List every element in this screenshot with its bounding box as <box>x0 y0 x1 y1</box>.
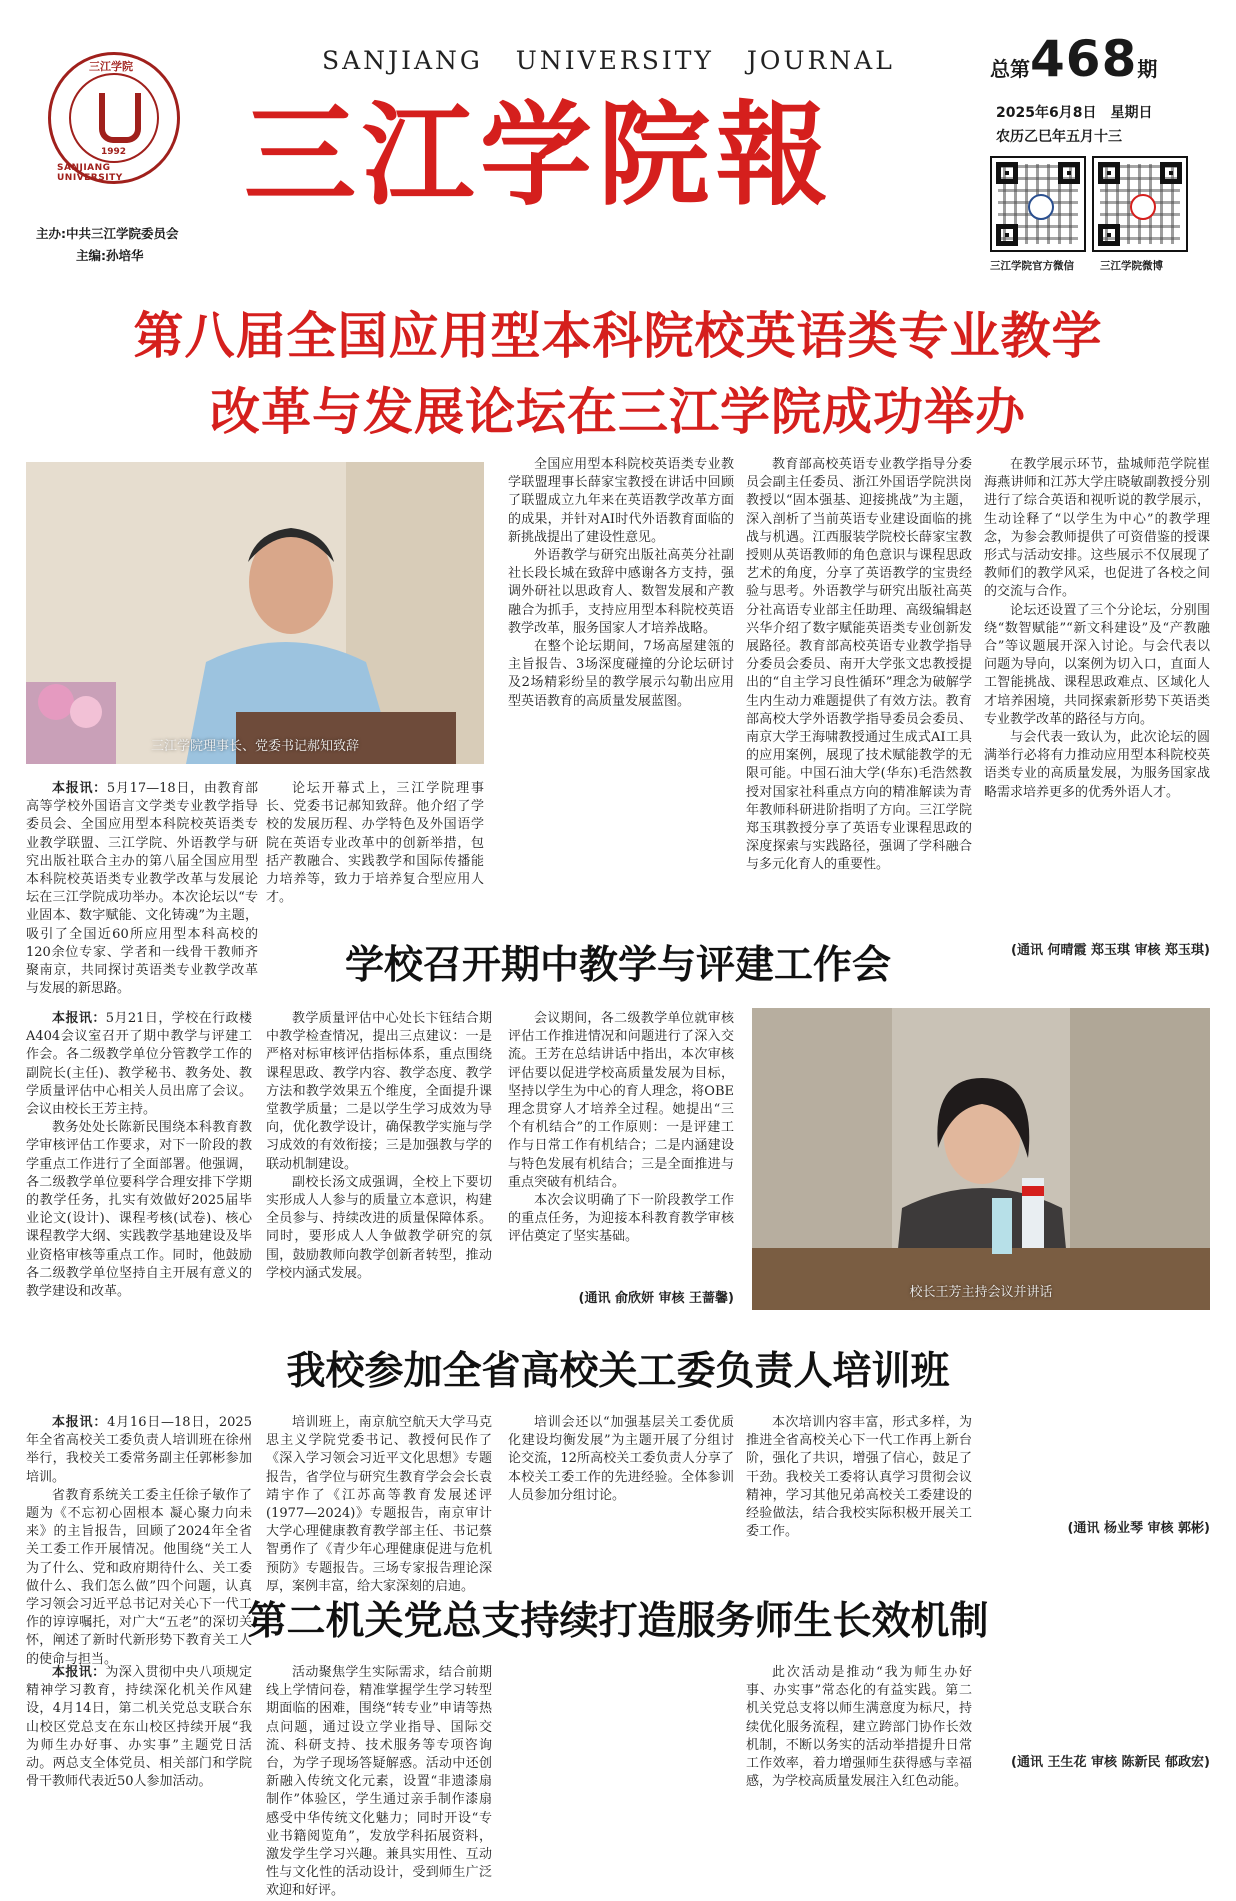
article-4-col-1 <box>26 1664 252 1790</box>
headline-1-line2: 改革与发展论坛在三江学院成功举办 <box>210 383 1026 441</box>
weibo-qr-caption: 三江学院微博 <box>1100 260 1163 272</box>
article-1-col-3 <box>508 456 734 964</box>
wechat-qr-code <box>990 156 1086 252</box>
article-1-p8: 论坛还设置了三个分论坛，分别围绕“数智赋能”“新文科建设”及“产教融合”等议题展开深入讨论。与会代表以问题为导向，以案例为切入口，直面人工智能挑战、课程思政难点、区域化人才培养困境，共同探索新形势下英语类专业教学改革的路径与方向。 <box>984 602 1210 727</box>
article-4-p3: 此次活动是推动“我为师生办好事、办实事”常态化的有益实践。第二机关党总支将以师生满意度为标尺，持续优化服务流程，建立跨部门协作长效机制，不断以务实的活动举措提升日常工作效率，着力增强师生获得感与幸福感，为学校高质量发展注入红色动能。 <box>746 1665 972 1790</box>
article-2-col-2 <box>266 1010 492 1310</box>
article-3-lead: 本报讯： <box>52 1415 108 1430</box>
photo-2-caption: 校长王芳主持会议并讲话 <box>909 1285 1053 1300</box>
english-title: SANJIANG UNIVERSITY JOURNAL <box>322 46 895 75</box>
photo-president <box>752 1008 1210 1310</box>
issue-prefix: 总第 <box>990 57 1030 81</box>
article-1-p6: 教育部高校英语专业教学指导分委员会副主任委员、浙江外国语学院洪岗教授以“固本强基、迎接挑战”为主题，深入剖析了当前英语专业建设面临的挑战与机遇。江西服装学院校长薛家宝教授则从英语教师的角色意识与课程思政艺术的角度，分享了英语教学的宝贵经验与思考。外语教学与研究出版社高英分社高语专业部主任助理、高级编辑赵兴华介绍了数字赋能英语类专业创新发展路径。教育部高校英语专业教学指导分委员会委员、南开大学张文忠教授提出的“自主学习良性循环”理念为破解学生内生动力难题提供了有效方法。教育部高校大学外语教学指导委员会委员、南京大学王海啸教授通过生成式AI工具的应用案例，展现了技术赋能教学的无限可能。中国石油大学(华东)毛浩然教授对国家社科重点方向的精准解读为青年教师科研进阶指明了方向。三江学院郑玉琪教授分享了英语专业课程思政的深度探索与实践路径，强调了学科融合与多元化育人的重要性。 <box>746 457 972 873</box>
article-2-p3: 教学质量评估中心处长卞钰结合期中教学检查情况，提出三点建议：一是严格对标审核评估指标体系，重点围绕课程思政、教学内容、教学态度、教学方法和教学效果五个维度，全面提升课堂教学质量；二是以学生学习成效为导向，优化教学设计，确保教学实施与学习成效的有效衔接；三是加强教与学的联动机制建设。 <box>266 1011 492 1172</box>
article-1-credit: (通讯 何晴霞 郑玉琪 审核 郑玉琪) <box>1011 943 1210 958</box>
article-4-col-3 <box>508 1664 734 1774</box>
headline-1-line1: 第八届全国应用型本科院校英语类专业教学 <box>133 307 1103 365</box>
article-2-credit: (通讯 俞欣妍 审核 王蔷馨) <box>578 1291 734 1306</box>
article-2-credit-box <box>508 1290 734 1310</box>
article-3-credit: (通讯 杨业琴 审核 郭彬) <box>1067 1521 1210 1536</box>
newspaper-title: 三江学院報 <box>244 90 834 221</box>
article-1-p3: 全国应用型本科院校英语类专业教学联盟理事长薛家宝教授在讲话中回顾了联盟成立九年来在英语教学改革方面的成果，并针对AI时代外语教育面临的新挑战提出了建设性意见。 <box>508 457 734 545</box>
article-1-col-5 <box>984 456 1210 940</box>
article-2-lead: 本报讯： <box>52 1011 106 1026</box>
article-2-p5: 会议期间，各二级教学单位就审核评估工作推进情况和问题进行了深入交流。王芳在总结讲话中指出，本次审核评估要以促进学校高质量发展为目标，坚持以学生为中心的育人理念，将OBE理念贯穿人才培养全过程。她提出“三个有机结合”的工作原则：一是评建工作与日常工作有机结合；二是内涵建设与特色发展有机结合；三是全面推进与重点突破有机结合。 <box>508 1011 734 1190</box>
speaker-figure <box>26 462 484 764</box>
article-3-col-2 <box>266 1414 492 1594</box>
article-1-p1: 5月17—18日，由教育部高等学校外国语言文学类专业教学指导委员会、全国应用型本科院校英语类专业教学联盟、三江学院、外语教学与研究出版社联合主办的第八届全国应用型本科院校英语类专业教学改革与发展论坛在三江学院成功举办。本次论坛以“专业固本、数字赋能、文化铸魂”为主题，吸引了全国近60所应用型本科高校的120余位专家、学者和一线骨干教师齐聚南京，共同探讨英语类专业教学改革与发展的新思路。 <box>26 781 258 997</box>
article-4-col-4 <box>746 1664 972 1790</box>
weibo-qr-code <box>1092 156 1188 252</box>
article-1-p9: 与会代表一致认为，此次论坛的圆满举行必将有力推动应用型本科院校英语类专业的高质量发展，为服务国家战略需求培养更多的优秀外语人才。 <box>984 730 1210 800</box>
article-1-p2: 论坛开幕式上，三江学院理事长、党委书记郝知致辞。他介绍了学校的发展历程、办学特色及外国语学院在英语专业改革中的创新举措，包括产教融合、实践教学和国际传播能力培养等，致力于培养复合型应用人才。 <box>266 781 484 906</box>
logo-english: SANJIANG UNIVERSITY <box>57 163 123 183</box>
article-3-p2: 省教育系统关工委主任徐子敏作了题为《不忘初心固根本 凝心聚力向未来》的主旨报告，回顾了2024年全省关工委工作开展情况。他围绕“关工人为了什么、党和政府期待什么、关工委做什么、我们怎么做”四个问题，认真学习领会习近平总书记对关心下一代工作的谆谆嘱托，对广大“五老”的深切关怀，阐述了新时代新形势下教育关工人的使命与担当。 <box>26 1487 252 1667</box>
article-3-p5: 本次培训内容丰富，形式多样，为推进全省高校关心下一代工作再上新台阶，强化了共识，增强了信心，鼓足了干劲。我校关工委将认真学习贯彻会议精神，学习其他兄弟高校关工委建设的经验做法，结合我校实际积极开展关工委工作。 <box>746 1415 972 1540</box>
article-3-col-4 <box>746 1414 972 1564</box>
article-1-p4: 外语教学与研究出版社高英分社副社长段长城在致辞中感谢各方支持，强调外研社以思政育人、数智发展和产教融合为抓手，支持应用型本科院校英语教学改革，服务国家人才培养战略。 <box>508 548 734 636</box>
article-2-p1: 5月21日，学校在行政楼A404会议室召开了期中教学与评建工作会。各二级教学单位分管教学工作的副院长(主任)、教学秘书、教务处、教学质量评估中心相关人员出席了会议。会议由校长王芳主持。 <box>26 1011 252 1118</box>
wechat-qr-caption: 三江学院官方微信 <box>990 260 1074 272</box>
article-4-col-5 <box>984 1664 1210 1774</box>
article-1-p7: 在教学展示环节，盐城师范学院崔海燕讲师和江苏大学庄晓敏副教授分别进行了综合英语和视听说的教学展示，生动诠释了“以学生为中心”的教学理念，为参会教师提供了可资借鉴的授课形式与活动安排。这些展示不仅展现了教师们的教学风采，也促进了各校之间的交流与合作。 <box>984 457 1210 600</box>
issue-number <box>990 30 1157 88</box>
editor-info: 主编:孙培华 <box>76 248 144 263</box>
article-4-col-2 <box>266 1664 492 1899</box>
photo-1-caption: 三江学院理事长、党委书记郝知致辞 <box>150 739 359 754</box>
article-4-credit: (通讯 王生花 审核 陈新民 郁政宏) <box>1011 1755 1210 1770</box>
logo-year: 1992 <box>101 147 127 157</box>
article-2-p6: 本次会议明确了下一阶段教学工作的重点任务，为迎接本科教育教学审核评估奠定了坚实基础。 <box>508 1193 734 1245</box>
issue-value: 468 <box>1030 30 1138 88</box>
article-4-lead: 本报讯： <box>52 1665 106 1680</box>
article-2-col-1 <box>26 1010 252 1310</box>
lunar-date: 农历乙巳年五月十三 <box>996 129 1122 145</box>
article-2-p2: 教务处处长陈新民围绕本科教育教学审核评估工作要求，对下一阶段的教学重点工作进行了全面部署。他强调，各二级教学单位要科学合理安排下学期的教学任务，扎实有效做好2025届毕业论文(设计)、课程考核(试卷)、核心课程教学大纲、实践教学基地建设及毕业资格审核等重点工作。同时，他鼓励各二级教学单位坚持自主开展有意义的教学建设和改革。 <box>26 1120 252 1300</box>
publish-date: 2025年6月8日 星期日 <box>996 105 1153 121</box>
article-4-p1: 为深入贯彻中央八项规定精神学习教育，持续深化机关作风建设，4月14日，第二机关党总支联合东山校区党总支在东山校区持续开展“我为师生办好事、办实事”主题党日活动。两总支全体党员、相关部门和学院骨干教师代表近50人参加活动。 <box>26 1665 252 1790</box>
headline-4: 第二机关党总支持续打造服务师生长效机制 <box>247 1598 989 1644</box>
logo-top-text: 三江学院 <box>89 60 133 73</box>
article-1-lead: 本报讯： <box>52 781 107 796</box>
article-3-p1: 4月16日—18日，2025年全省高校关工委负责人培训班在徐州举行，我校关工委常务副主任郭彬参加培训。 <box>26 1415 252 1485</box>
article-3-col-1 <box>26 1414 252 1667</box>
article-2-col-3 <box>508 1010 734 1282</box>
article-2-p4: 副校长汤文成强调，全校上下要切实形成人人参与的质量立本意识，构建全员参与、持续改进的质量保障体系。同时，要形成人人争做教学研究的氛围，鼓励教师向教学创新者转型，推动学校内涵式发展。 <box>266 1174 492 1281</box>
logo-mark <box>99 93 141 143</box>
article-3-p4: 培训会还以“加强基层关工委优质化建设均衡发展”为主题开展了分组讨论交流，12所高校关工委负责人分享了本校关工委工作的先进经验。全体参训人员参加分组讨论。 <box>508 1415 734 1503</box>
headline-3: 我校参加全省高校关工委负责人培训班 <box>286 1348 950 1394</box>
host-info: 主办:中共三江学院委员会 <box>36 226 179 241</box>
president-figure <box>752 1008 1210 1310</box>
article-1-col-4 <box>746 456 972 964</box>
photo-speaker <box>26 462 484 764</box>
issue-suffix: 期 <box>1137 57 1158 81</box>
article-4-p2: 活动聚焦学生实际需求，结合前期线上学情问卷，精准掌握学生学习转型期面临的困难，围绕“转专业”申请等热点问题，通过设立学业指导、国际交流、科研支持、技术服务等专项咨询台，为学子现场答疑解惑。活动中还创新融入传统文化元素，设置“非遗漆扇制作”体验区，学生通过亲手制作漆扇感受中华传统文化魅力；同时开设“专业书籍阅览角”，发放学科拓展资料，激发学生学习兴趣。兼具实用性、互动性与文化性的活动设计，受到师生广泛欢迎和好评。 <box>266 1665 492 1899</box>
article-3-col-5 <box>984 1414 1210 1564</box>
headline-2: 学校召开期中教学与评建工作会 <box>344 942 891 988</box>
university-logo <box>48 52 180 184</box>
article-3-col-3 <box>508 1414 734 1564</box>
article-3-p3: 培训班上，南京航空航天大学马克思主义学院党委书记、教授何民作了《深入学习领会习近平文化思想》专题报告，省学位与研究生教育学会会长袁靖宇作了《江苏高等教育发展述评(1977—2024)》专题报告，南京审计大学心理健康教育教学部主任、书记蔡智勇作了《青少年心理健康促进与危机预防》专题报告。三场专家报告理论深厚，案例丰富，给大家深刻的启迪。 <box>266 1415 492 1594</box>
article-1-p5: 在整个论坛期间，7场高屋建瓴的主旨报告、3场深度碰撞的分论坛研讨及2场精彩纷呈的教学展示勾勒出应用型英语教育的高质量发展蓝图。 <box>508 639 734 709</box>
